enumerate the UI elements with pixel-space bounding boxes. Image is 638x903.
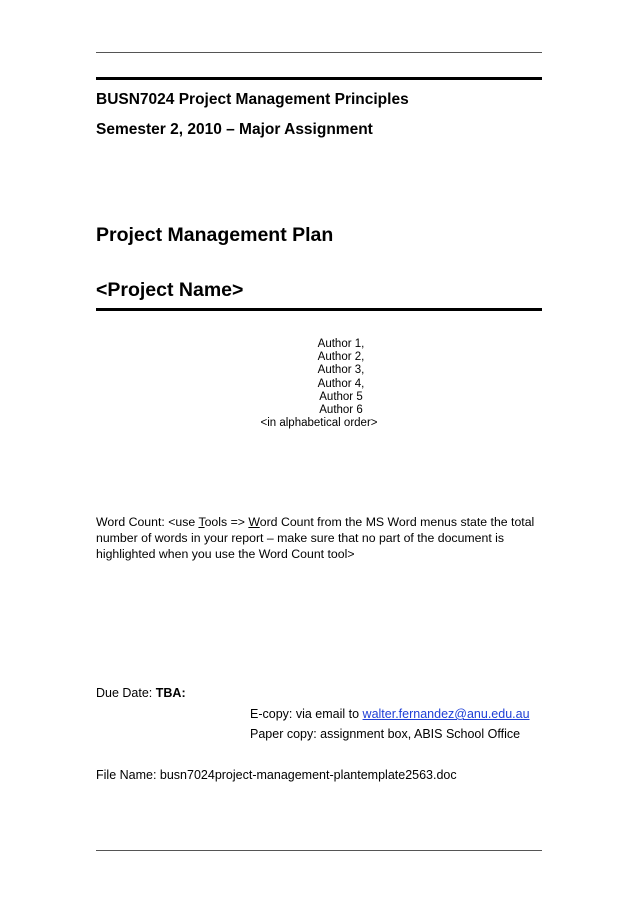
tools-accelerator: T [198, 515, 205, 529]
ecopy-line [250, 707, 530, 721]
word-count-line-2: number of words in your report – make sure that no part of the document is [96, 531, 505, 546]
due-date-label: Due Date: [96, 686, 156, 700]
ecopy-email-link[interactable]: walter.fernandez@anu.edu.au [362, 707, 530, 721]
due-date-value: TBA: [155, 686, 186, 700]
ecopy-label: E-copy: via email to [250, 707, 363, 721]
word-count-text-2: ools => [204, 515, 249, 529]
file-name-value: busn7024project-management-plantemplate2563.doc [159, 768, 457, 782]
author-5: Author 5 [319, 390, 363, 403]
author-4: Author 4, [317, 377, 365, 390]
word-accelerator: W [248, 515, 260, 529]
word-count-line-1 [96, 514, 546, 530]
paper-copy-line: Paper copy: assignment box, ABIS School Office [250, 727, 521, 741]
author-2: Author 2, [317, 351, 365, 364]
word-count-text-3: ord Count from the MS Word menus state the total [259, 515, 535, 529]
word-count-text-1: <use [168, 515, 199, 529]
title-rule [96, 308, 542, 311]
file-name-line [96, 768, 457, 782]
author-1: Author 1, [317, 338, 365, 350]
word-count-label: Word Count: [96, 515, 169, 529]
authors-block [200, 338, 438, 430]
header-rule [96, 77, 542, 80]
author-6: Author 6 [319, 404, 363, 417]
author-3: Author 3, [317, 364, 365, 377]
document-title: Project Management Plan [96, 224, 334, 246]
semester-line: Semester 2, 2010 – Major Assignment [96, 121, 373, 138]
course-title: BUSN7024 Project Management Principles [96, 91, 409, 108]
top-rule [96, 52, 542, 53]
due-date [96, 686, 186, 700]
word-count-instructions [96, 514, 546, 563]
authors-order-note: <in alphabetical order> [260, 417, 378, 430]
bottom-rule [96, 850, 542, 851]
word-count-line-3: highlighted when you use the Word Count tool> [96, 547, 355, 562]
project-name: <Project Name> [96, 279, 244, 301]
file-name-label: File Name: [96, 768, 160, 782]
